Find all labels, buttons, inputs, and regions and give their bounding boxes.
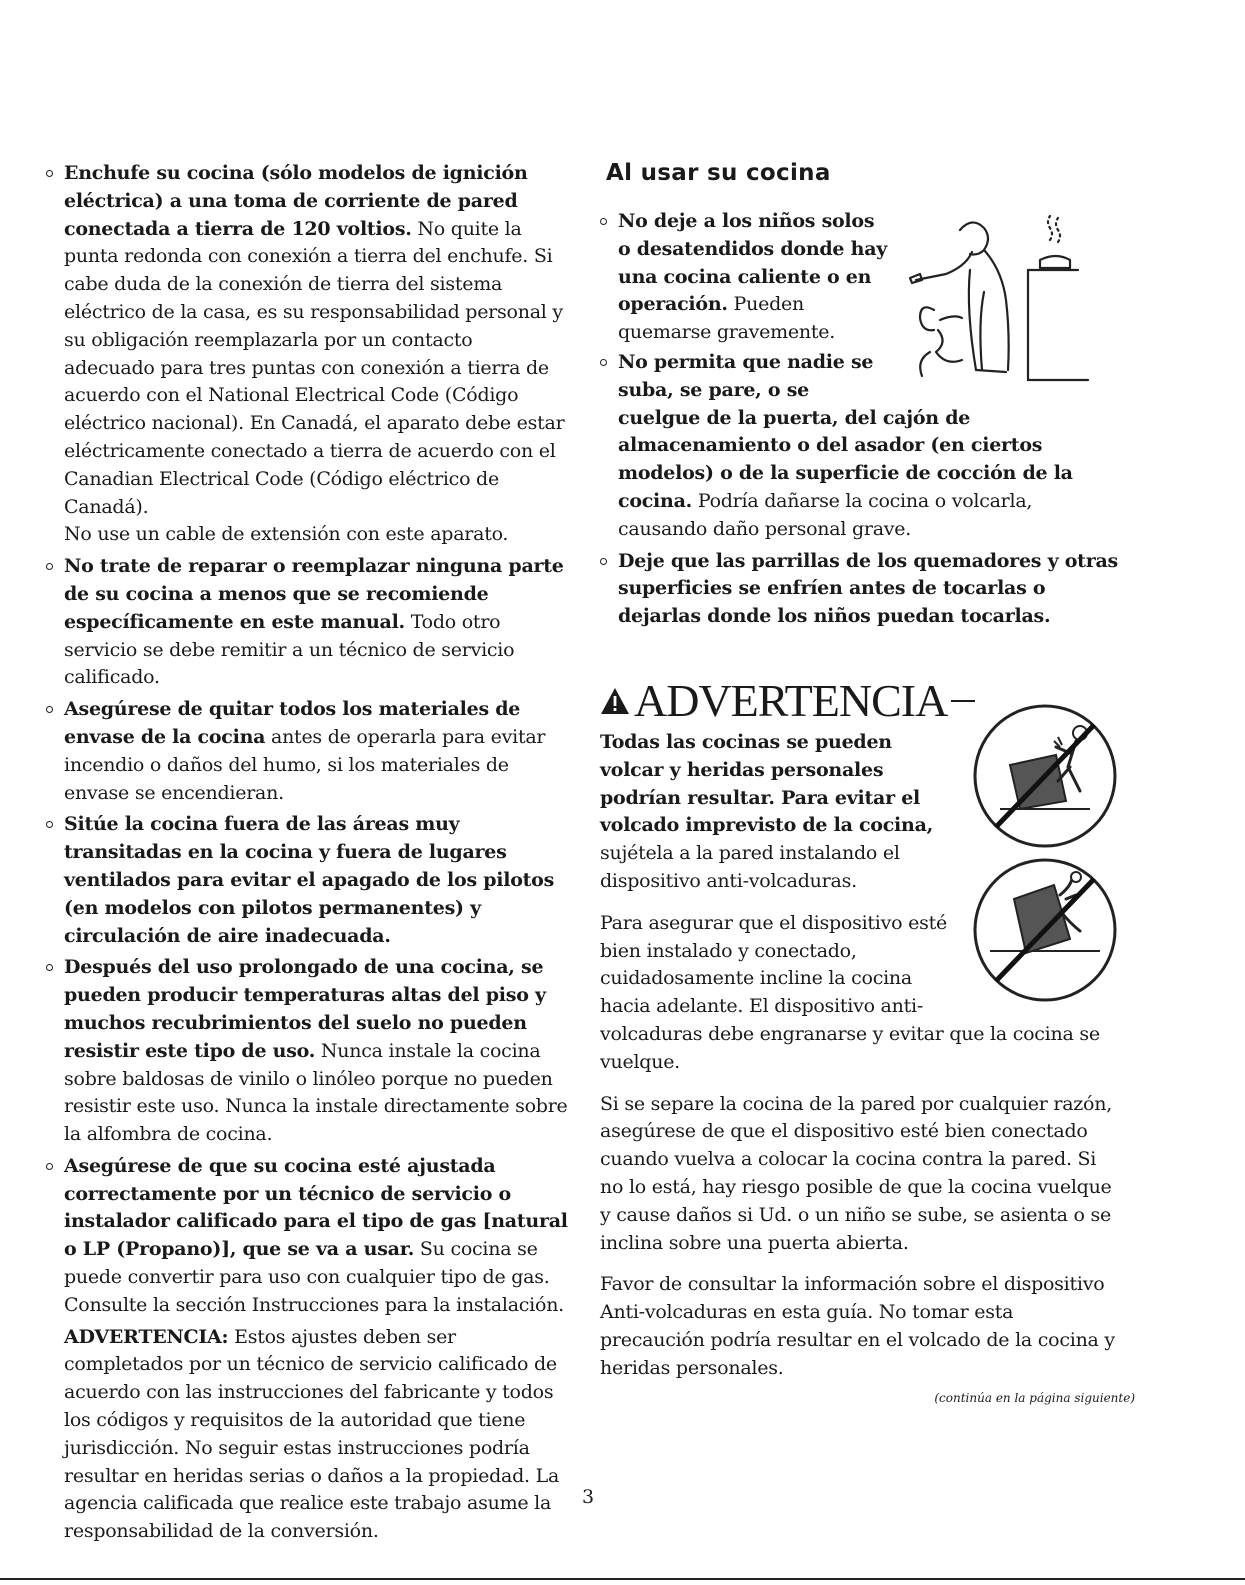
item-text: Todo otro servicio se debe remitir a un técnico de servicio calificado. xyxy=(64,610,515,689)
gas-warning-paragraph xyxy=(64,1324,568,1546)
bullet-icon xyxy=(46,964,53,971)
item-text: Pueden quemarse gravemente. xyxy=(618,293,836,344)
reconnect-paragraph: Si se separe la cocina de la pared por cualquier razón, asegúrese de que el dispositivo esté bien conectado cuando vuelva a colocar la cocina contra la pared. Si no lo está, hay riesgo posible de que la cocina vuelque y cause daños si Ud. o un niño se sube, se asienta o se inclina sobre una puerta abierta. xyxy=(600,1092,1113,1254)
item-text: antes de operarla para evitar incendio o daños del humo, si los materiales de envase se encendieran. xyxy=(64,725,546,804)
bullet-icon xyxy=(46,1163,53,1170)
item-text: No quite la punta redonda con conexión a tierra del enchufe. Si cabe duda de la conexión de tierra del sistema eléctrico de la casa, es su responsabilidad personal y su obligación reemplazarla por un contacto adecuado para tres puntas con conexión a tierra de acuerdo con el National Electrical Code (Código eléctrico nacional). En Canadá, el aparato debe estar eléctricamente conectado a tierra de acuerdo con el Canadian Electrical Code (Código eléctrico de Canadá). xyxy=(64,217,565,518)
safety-item-repair xyxy=(46,553,568,692)
no-climbing-illustration xyxy=(970,701,1120,851)
item-bold-text: Sitúe la cocina fuera de las áreas muy transitadas en la cocina y fuera de lugares ventilados para evitar el apagado de los pilotos (en modelos con pilotos permanentes) y circulación de aire inadecuada. xyxy=(64,813,555,947)
item-extra-text: No use un cable de extensión con este aparato. xyxy=(64,523,509,546)
item-bold-text: No deje a los niños solos o desatendidos donde hay una cocina caliente o en operación. xyxy=(618,210,888,316)
warning-title: ADVERTENCIA xyxy=(634,674,948,726)
install-check-paragraph: Para asegurar que el dispositivo esté bien instalado y conectado, cuidadosamente incline la cocina hacia adelante. El dispositivo anti-volcaduras debe engranarse y evitar que la cocina se vuelque. xyxy=(600,911,1100,1073)
item-bold-text: Después del uso prolongado de una cocina, se pueden producir temperaturas altas del piso y muchos recubrimientos del suelo no pueden resistir este tipo de uso. xyxy=(64,956,546,1062)
safety-item-gas xyxy=(46,1153,568,1546)
bullet-icon xyxy=(600,218,607,225)
consult-paragraph: Favor de consultar la información sobre el dispositivo Anti-volcaduras en esta guía. No tomar esta precaución podría resultar en el volcado de la cocina y heridas personales. xyxy=(600,1273,1115,1379)
safety-item-packaging xyxy=(46,696,568,807)
section-title: Al usar su cocina xyxy=(606,160,831,186)
warning-illustrations xyxy=(970,701,1120,1009)
warning-text: sujétela a la pared instalando el dispositivo anti-volcaduras. xyxy=(600,842,900,892)
no-tipping-illustration xyxy=(970,855,1120,1005)
item-text: Podría dañarse la cocina o volcarla, causando daño personal grave. xyxy=(618,489,1033,540)
item-bold-text: Enchufe su cocina (sólo modelos de ignición eléctrica) a una toma de corriente de pared conectada a tierra de 120 voltios. xyxy=(64,162,528,240)
bullet-icon xyxy=(600,558,607,565)
safety-item-floor xyxy=(46,954,568,1149)
warning-bold-text: Todas las cocinas se pueden volcar y heridas personales podrían resultar. Para evitar el volcado imprevisto de la cocina, xyxy=(600,730,934,837)
item-bold-text: No permita que nadie se suba, se pare, o se cuelgue de la puerta, del cajón de almacenamiento o del asador (en ciertos modelos) o de la superficie de cocción de la cocina. xyxy=(618,350,1073,512)
item-bold-text: Deje que las parrillas de los quemadores y otras superficies se enfríen antes de tocarlas o dejarlas donde los niños puedan tocarlas. xyxy=(618,549,1118,628)
item-bold-text: No trate de reparar o reemplazar ninguna parte de su cocina a menos que se recomiende específicamente en este manual. xyxy=(64,555,564,633)
item-bold-text: Asegúrese de quitar todos los materiales de envase de la cocina xyxy=(64,698,521,748)
item-text: Nunca instale la cocina sobre baldosas de vinilo o linóleo porque no pueden resistir este uso. Nunca la instale directamente sobre la alfombra de cocina. xyxy=(64,1039,568,1146)
bullet-icon xyxy=(46,563,53,570)
item-bold-text: Asegúrese de que su cocina esté ajustada correctamente por un técnico de servicio o instalador calificado para el tipo de gas [natural o LP (Propano)], que se va a usar. xyxy=(64,1154,568,1261)
bullet-icon xyxy=(46,170,53,177)
item-text: Su cocina se puede convertir para uso con cualquier tipo de gas. xyxy=(64,1238,550,1289)
right-column xyxy=(600,160,1120,1382)
page-number: 3 xyxy=(582,1486,595,1508)
bullet-icon xyxy=(46,821,53,828)
warning-triangle-icon xyxy=(600,687,630,715)
safety-item-cooling xyxy=(600,548,1120,631)
safety-item-children xyxy=(600,208,1120,347)
left-column xyxy=(46,160,568,1546)
bullet-icon xyxy=(600,359,607,366)
safety-item-electrical xyxy=(46,160,568,549)
continues-note: (continúa en la página siguiente) xyxy=(934,1391,1135,1405)
item-extra-text: Consulte la sección Instrucciones para la instalación. xyxy=(64,1293,564,1316)
tip-over-warning-box xyxy=(600,675,1120,1383)
warning-text: Estos ajustes deben ser completados por un técnico de servicio calificado de acuerdo con las instrucciones del fabricante y todos los códigos y requisitos de la autoridad que tiene jurisdicción. No seguir estas instrucciones podría resultar en heridas serias o daños a la propiedad. La agencia calificada que realice este trabajo asume la responsabilidad de la conversión. xyxy=(64,1325,560,1543)
safety-item-climbing xyxy=(600,349,1120,544)
warning-label: ADVERTENCIA: xyxy=(64,1325,229,1348)
bullet-icon xyxy=(46,706,53,713)
bottom-rule xyxy=(0,1578,1245,1580)
safety-item-location xyxy=(46,811,568,950)
